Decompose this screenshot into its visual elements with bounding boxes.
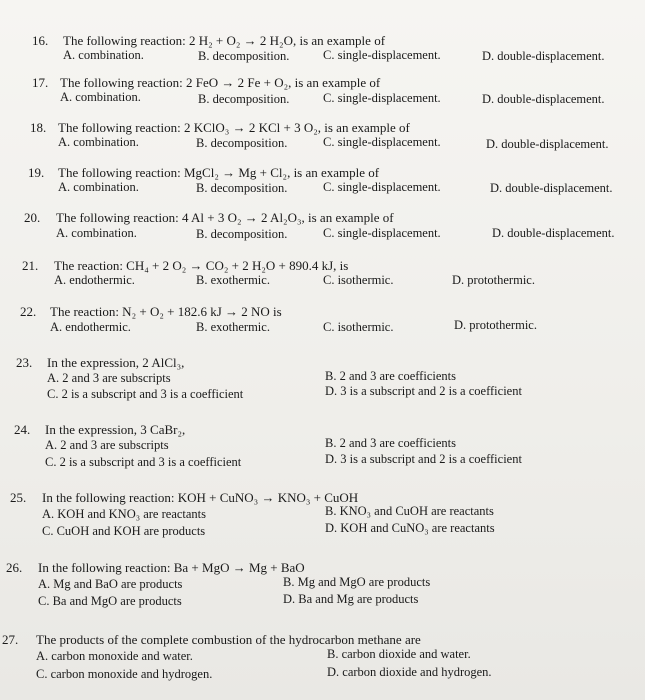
option-a: A. carbon monoxide and water. — [36, 649, 193, 663]
question-stem: The following reaction: 2 FeO → 2 Fe + O₂, is an example of — [60, 75, 381, 90]
option-d: D. double-displacement. — [490, 181, 613, 195]
option-b: B. decomposition. — [196, 181, 288, 195]
question-number: 19. — [28, 165, 45, 180]
option-c: C. single-displacement. — [323, 180, 441, 194]
option-d: D. 3 is a subscript and 2 is a coefficient — [325, 384, 522, 398]
option-c: C. isothermic. — [323, 320, 394, 334]
option-b: B. exothermic. — [196, 273, 270, 287]
question-stem: In the following reaction: KOH + CuNO₃ → KNO₃ + CuOH — [42, 490, 359, 505]
question-stem: The products of the complete combustion of the hydrocarbon methane are — [36, 632, 421, 647]
option-d: D. Ba and Mg are products — [283, 592, 419, 606]
question-number: 27. — [2, 632, 19, 647]
option-d: D. carbon dioxide and hydrogen. — [327, 665, 492, 679]
question-stem: In the expression, 3 CaBr₂, — [45, 422, 186, 437]
option-c: C. 2 is a subscript and 3 is a coefficient — [45, 455, 242, 469]
option-a: A. combination. — [58, 180, 139, 194]
question-number: 23. — [16, 355, 33, 370]
option-a: A. endothermic. — [54, 273, 135, 287]
option-c: C. single-displacement. — [323, 91, 441, 105]
question-number: 16. — [32, 33, 49, 48]
question-stem: The following reaction: 4 Al + 3 O₂ → 2 Al₂O₃, is an example of — [56, 210, 394, 225]
question-number: 20. — [24, 210, 41, 225]
option-a: A. 2 and 3 are subscripts — [45, 438, 169, 452]
option-a: A. 2 and 3 are subscripts — [47, 371, 171, 385]
question-number: 22. — [20, 304, 37, 319]
option-d: D. double-displacement. — [482, 92, 605, 106]
option-d: D. KOH and CuNO₃ are reactants — [325, 521, 495, 535]
option-b: B. KNO₃ and CuOH are reactants — [325, 504, 494, 518]
question-number: 21. — [22, 258, 39, 273]
option-d: D. protothermic. — [452, 273, 535, 287]
option-d: D. protothermic. — [454, 318, 537, 332]
option-c: C. CuOH and KOH are products — [42, 524, 206, 538]
option-a: A. Mg and BaO are products — [38, 577, 183, 591]
option-a: A. combination. — [60, 90, 141, 104]
option-a: A. KOH and KNO₃ are reactants — [42, 507, 207, 521]
option-a: A. combination. — [63, 48, 144, 62]
option-b: B. carbon dioxide and water. — [327, 647, 471, 661]
question-number: 26. — [6, 560, 23, 575]
option-b: B. decomposition. — [196, 227, 288, 241]
question-stem: The following reaction: 2 H₂ + O₂ → 2 H₂O, is an example of — [63, 33, 386, 48]
option-b: B. decomposition. — [196, 136, 288, 150]
question-stem: The following reaction: MgCl₂ → Mg + Cl₂, is an example of — [58, 165, 380, 180]
option-b: B. 2 and 3 are coefficients — [325, 369, 456, 383]
option-c: C. single-displacement. — [323, 135, 441, 149]
option-b: B. decomposition. — [198, 92, 290, 106]
option-b: B. decomposition. — [198, 49, 290, 63]
question-stem: In the following reaction: Ba + MgO → Mg + BaO — [38, 560, 305, 575]
option-c: C. 2 is a subscript and 3 is a coefficient — [47, 387, 244, 401]
option-b: B. 2 and 3 are coefficients — [325, 436, 456, 450]
option-d: D. double-displacement. — [486, 137, 609, 151]
question-number: 24. — [14, 422, 31, 437]
question-stem: The reaction: CH₄ + 2 O₂ → CO₂ + 2 H₂O + 890.4 kJ, is — [54, 258, 349, 273]
question-number: 25. — [10, 490, 27, 505]
option-b: B. Mg and MgO are products — [283, 575, 431, 589]
question-number: 18. — [30, 120, 47, 135]
option-c: C. carbon monoxide and hydrogen. — [36, 667, 213, 681]
option-c: C. single-displacement. — [323, 48, 441, 62]
question-stem: The following reaction: 2 KClO₃ → 2 KCl + 3 O₂, is an example of — [58, 120, 410, 135]
question-stem: The reaction: N₂ + O₂ + 182.6 kJ → 2 NO is — [50, 304, 282, 319]
option-a: A. endothermic. — [50, 320, 131, 334]
question-stem: In the expression, 2 AlCl₃, — [47, 355, 185, 370]
option-c: C. Ba and MgO are products — [38, 594, 182, 608]
option-c: C. single-displacement. — [323, 226, 441, 240]
question-number: 17. — [32, 75, 49, 90]
option-d: D. double-displacement. — [482, 49, 605, 63]
option-d: D. 3 is a subscript and 2 is a coefficient — [325, 452, 522, 466]
option-a: A. combination. — [58, 135, 139, 149]
option-c: C. isothermic. — [323, 273, 394, 287]
option-d: D. double-displacement. — [492, 226, 615, 240]
option-b: B. exothermic. — [196, 320, 270, 334]
option-a: A. combination. — [56, 226, 137, 240]
